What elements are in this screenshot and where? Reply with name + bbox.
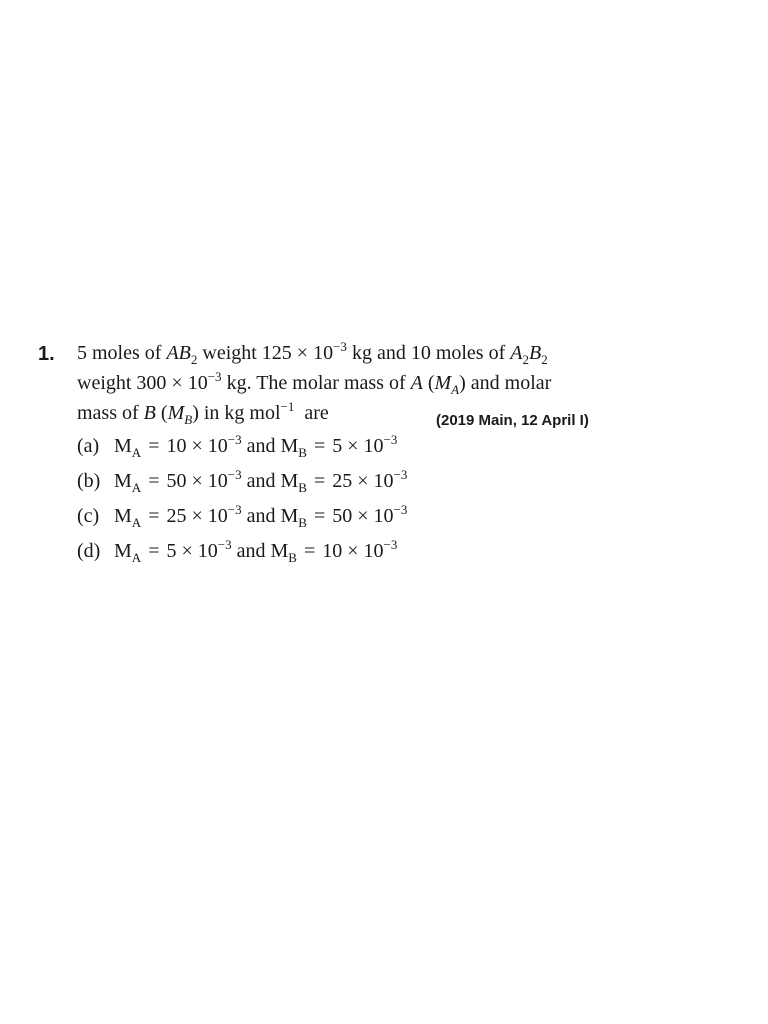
stem-text: kg. The molar mass of <box>221 372 411 394</box>
value: 50 × 10 <box>166 470 228 492</box>
exponent: −1 <box>280 399 295 414</box>
subscript: A <box>451 382 460 397</box>
subscript: B <box>288 550 297 565</box>
exponent: −3 <box>383 432 398 447</box>
equals-sign: = <box>148 435 160 457</box>
formula-ab: AB <box>166 342 191 364</box>
value: 50 × 10 <box>332 505 394 527</box>
exponent: −3 <box>207 369 222 384</box>
stem-text: ( <box>422 372 435 394</box>
equals-sign: = <box>313 435 326 457</box>
subscript: 2 <box>190 352 198 367</box>
symbol-m: M <box>114 435 132 457</box>
subscript: B <box>298 445 307 460</box>
option-c[interactable] <box>77 499 638 534</box>
exponent: −3 <box>393 502 408 517</box>
option-a[interactable] <box>77 429 638 464</box>
conjunction: and <box>241 435 281 457</box>
subscript: 2 <box>522 352 529 367</box>
symbol-m: M <box>114 540 132 562</box>
equals-sign: = <box>148 505 160 527</box>
stem-text: ( <box>155 402 168 424</box>
symbol-m: M <box>114 505 132 527</box>
subscript: A <box>131 480 142 495</box>
symbol-m: M <box>280 505 299 527</box>
symbol-m: M <box>167 402 185 424</box>
symbol-m: M <box>280 435 299 457</box>
equals-sign: = <box>148 470 160 492</box>
options-list <box>77 429 638 569</box>
stem-text: ) and molar <box>459 372 552 394</box>
stem-text: are <box>294 402 329 424</box>
value: 5 × 10 <box>166 540 218 562</box>
stem-text: 5 moles of <box>77 342 167 364</box>
equals-sign: = <box>148 540 160 562</box>
exponent: −3 <box>227 432 242 447</box>
symbol-m: M <box>434 372 452 394</box>
value: 10 × 10 <box>322 540 384 562</box>
exponent: −3 <box>227 502 242 517</box>
stem-text: mass of <box>77 402 144 424</box>
option-d[interactable] <box>77 534 638 569</box>
value: 5 × 10 <box>332 435 384 457</box>
equals-sign: = <box>303 540 316 562</box>
value: 10 × 10 <box>166 435 228 457</box>
exponent: −3 <box>333 339 347 354</box>
value: 25 × 10 <box>166 505 228 527</box>
stem-line-1 <box>77 338 638 368</box>
symbol-m: M <box>114 470 132 492</box>
subscript: B <box>298 515 307 530</box>
stem-line-2 <box>77 368 638 398</box>
value: 25 × 10 <box>332 470 394 492</box>
equals-sign: = <box>313 470 326 492</box>
subscript: A <box>131 515 142 530</box>
formula-b: B <box>528 342 542 364</box>
equals-sign: = <box>313 505 326 527</box>
source-tag: (2019 Main, 12 April I) <box>436 412 589 429</box>
question-number: 1. <box>38 343 55 365</box>
formula-a: A <box>510 342 523 364</box>
exponent: −3 <box>393 467 408 482</box>
subscript: 2 <box>541 352 548 367</box>
question-block <box>38 338 638 569</box>
option-label: (c) <box>77 505 100 527</box>
stem-text: ) in kg mol <box>192 402 281 424</box>
subscript: B <box>298 480 307 495</box>
subscript: B <box>184 412 193 427</box>
option-label: (a) <box>77 435 100 457</box>
symbol-m: M <box>280 470 299 492</box>
option-b[interactable] <box>77 464 638 499</box>
exponent: −3 <box>217 537 232 552</box>
option-label: (b) <box>77 470 101 492</box>
option-label: (d) <box>77 540 101 562</box>
symbol-b: B <box>143 402 156 424</box>
symbol-m: M <box>270 540 289 562</box>
exponent: −3 <box>227 467 242 482</box>
symbol-a: A <box>410 372 423 394</box>
subscript: A <box>131 550 142 565</box>
conjunction: and <box>241 505 281 527</box>
subscript: A <box>131 445 142 460</box>
conjunction: and <box>231 540 271 562</box>
exponent: −3 <box>383 537 398 552</box>
stem-text: weight 300 × 10 <box>77 372 208 394</box>
stem-text: weight 125 × 10 <box>197 342 334 364</box>
stem-text: kg and 10 moles of <box>346 342 511 364</box>
conjunction: and <box>241 470 281 492</box>
